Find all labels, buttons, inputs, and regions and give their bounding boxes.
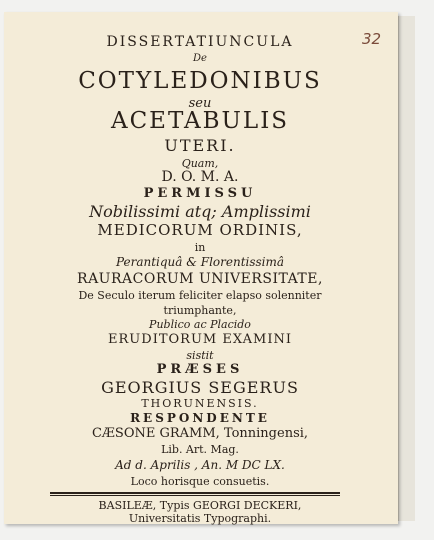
line-publico: Publico ac Placido <box>149 318 251 331</box>
handwritten-page-number: 32 <box>362 30 382 48</box>
line-georgius: GEORGIUS SEGERUS <box>101 378 299 397</box>
line-basileae: BASILEÆ, Typis GEORGI DECKERI, <box>98 499 302 512</box>
double-rule-top <box>50 492 340 494</box>
line-perantiqua: Perantiquâ & Florentissimâ <box>115 255 285 269</box>
line-lib-art: Lib. Art. Mag. <box>161 443 239 456</box>
line-de-seculo: De Seculo iterum feliciter elapso solenniter <box>78 289 322 302</box>
line-universitatis: Universitatis Typographi. <box>128 512 272 525</box>
line-sistit: sistit <box>186 349 214 362</box>
double-rule-bottom <box>50 495 340 496</box>
line-doma: D. O. M. A. <box>161 169 239 185</box>
line-nobilissimi: Nobilissimi atq; Amplissimi <box>89 202 311 221</box>
line-cotyledonibus: COTYLEDONIBUS <box>78 68 322 94</box>
line-ad-diem: Ad d. Aprilis , An. M DC LX. <box>115 458 285 472</box>
line-triumphante: triumphante, <box>163 304 237 317</box>
line-dissertatiuncula: DISSERTATIUNCULA <box>106 34 294 50</box>
line-seu: seu <box>188 96 212 111</box>
line-permissu: PERMISSU <box>143 186 257 201</box>
line-loco: Loco horisque consuetis. <box>130 475 270 488</box>
line-in: in <box>194 241 206 254</box>
line-de: De <box>193 53 207 64</box>
line-acetabulis: ACETABULIS <box>110 108 290 134</box>
line-medicorum: MEDICORUM ORDINIS, <box>97 221 303 239</box>
line-quam: Quam, <box>181 157 219 170</box>
line-eruditorum: ERUDITORUM EXAMINI <box>108 332 292 347</box>
page-edge <box>398 16 415 521</box>
line-respondente: RESPONDENTE <box>130 411 270 425</box>
line-thorunensis: THORUNENSIS. <box>141 397 259 410</box>
line-rauracorum: RAURACORUM UNIVERSITATE, <box>77 271 323 287</box>
line-uteri: UTERI. <box>164 136 236 155</box>
line-praeses: PRÆSES <box>156 362 244 377</box>
line-caesone: CÆSONE GRAMM, Tonningensi, <box>91 426 309 441</box>
